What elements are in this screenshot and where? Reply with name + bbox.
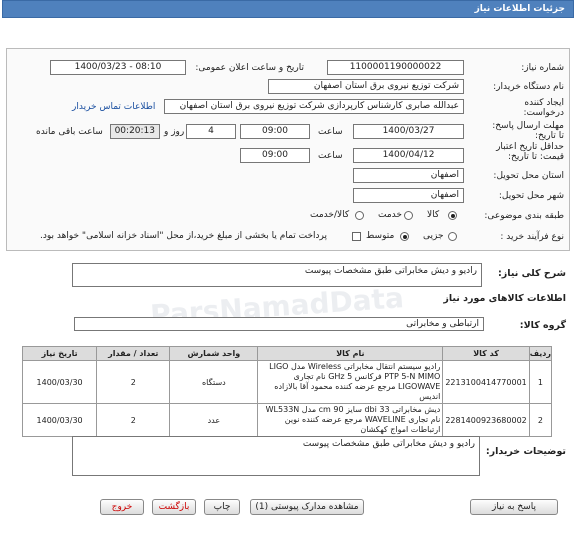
process-option-medium: متوسط [366, 231, 395, 241]
goods-section-title: اطلاعات کالاهای مورد نیاز [443, 293, 566, 304]
announce-date-label: تاریخ و ساعت اعلان عمومی: [195, 63, 304, 73]
treasury-payment-note: پرداخت تمام یا بخشی از مبلغ خرید،از محل "اسناد خزانه اسلامی" خواهد بود. [40, 231, 328, 241]
validity-time-field: 09:00 [240, 148, 310, 163]
reply-date-field: 1400/03/27 [353, 124, 464, 139]
reply-deadline-label: مهلت ارسال پاسخ: تا تاریخ: [492, 121, 564, 141]
cell-name: رادیو سیستم انتقال مخابراتی Wireless مدل LIGO PTP 5-N MIMO فرکانس 5 GHz نام تجاری LIGOWAVE مرجع عرضه کننده محمود آقا بالازاده اندیس [258, 361, 443, 404]
cell-code: 2213100414770001 [443, 361, 529, 404]
category-radio-goods[interactable] [448, 211, 457, 220]
cell-qty: 2 [97, 361, 170, 404]
remaining-time-field: 00:20:13 [110, 124, 160, 139]
col-name-header: نام کالا [258, 347, 443, 361]
watermark: ParsNamadData [149, 281, 405, 332]
creator-field: عبدالله صابری کارشناس کارپردازی شرکت توزیع نیروی برق استان اصفهان [164, 99, 464, 114]
cell-row: 1 [529, 361, 551, 404]
page-title: جزئیات اطلاعات نیاز [474, 4, 565, 14]
back-button[interactable]: بازگشت [152, 499, 196, 515]
category-radio-goods-service[interactable] [355, 211, 364, 220]
reply-time-label: ساعت [318, 127, 343, 137]
days-field: 4 [186, 124, 236, 139]
city-field: اصفهان [353, 188, 464, 203]
reply-button[interactable]: پاسخ به نیاز [470, 499, 558, 515]
category-label: طبقه بندی موضوعی: [484, 211, 564, 221]
col-row-header: ردیف [529, 347, 551, 361]
process-radio-medium[interactable] [400, 232, 409, 241]
buyer-org-label: نام دستگاه خریدار: [493, 82, 564, 92]
process-option-minor: جزیی [423, 231, 444, 241]
reply-time-field: 09:00 [240, 124, 310, 139]
col-code-header: کد کالا [443, 347, 529, 361]
city-label: شهر محل تحویل: [498, 191, 564, 201]
province-field: اصفهان [353, 168, 464, 183]
category-option-goods: کالا [427, 210, 440, 220]
col-unit-header: واحد شمارش [170, 347, 258, 361]
cell-unit: دستگاه [170, 361, 258, 404]
process-radio-minor[interactable] [448, 232, 457, 241]
cell-unit: عدد [170, 404, 258, 437]
table-header-row [23, 347, 552, 361]
col-date-header: تاریخ نیاز [23, 347, 97, 361]
goods-group-field: ارتباطی و مخابراتی [74, 317, 484, 331]
general-desc-field: رادیو و دیش مخابراتی طبق مشخصات پیوست [72, 263, 482, 287]
page-header [2, 0, 574, 18]
province-label: استان محل تحویل: [493, 171, 564, 181]
category-option-service: خدمت [378, 210, 402, 220]
cell-code: 2281400923680002 [443, 404, 529, 437]
cell-date: 1400/03/30 [23, 404, 97, 437]
buyer-contact-link[interactable]: اطلاعات تماس خریدار [72, 102, 156, 112]
validity-date-field: 1400/04/12 [353, 148, 464, 163]
buyer-org-field: شرکت توزیع نیروی برق استان اصفهان [268, 79, 464, 94]
goods-group-label: گروه کالا: [519, 320, 566, 331]
validity-label: حداقل تاریخ اعتبار قیمت: تا تاریخ: [496, 142, 564, 162]
treasury-payment-checkbox[interactable] [352, 232, 361, 241]
validity-time-label: ساعت [318, 151, 343, 161]
remaining-time-label: ساعت باقی مانده [36, 127, 103, 137]
cell-date: 1400/03/30 [23, 361, 97, 404]
print-button[interactable]: چاپ [204, 499, 240, 515]
cell-row: 2 [529, 404, 551, 437]
goods-table [22, 346, 552, 437]
col-qty-header: تعداد / مقدار [97, 347, 170, 361]
general-desc-label: شرح کلی نیاز: [497, 268, 566, 279]
announce-date-field: 1400/03/23 - 08:10 [50, 60, 186, 75]
cell-qty: 2 [97, 404, 170, 437]
buyer-notes-label: توضیحات خریدار: [485, 446, 566, 457]
need-number-field: 1100001190000022 [327, 60, 464, 75]
creator-label: ایجاد کننده درخواست: [523, 98, 564, 118]
category-radio-service[interactable] [404, 211, 413, 220]
table-row[interactable] [23, 404, 552, 437]
buyer-notes-field: رادیو و دیش مخابراتی طبق مشخصات پیوست [72, 436, 480, 476]
view-attachments-button[interactable]: مشاهده مدارک پیوستی (1) [250, 499, 364, 515]
need-number-label: شماره نیاز: [521, 63, 564, 73]
category-option-goods-service: کالا/خدمت [310, 210, 350, 220]
table-row[interactable] [23, 361, 552, 404]
process-type-label: نوع فرآیند خرید : [500, 232, 564, 242]
cell-name: دیش مخابراتی 33 dbi سایز 90 cm مدل WL533N نام تجاری WAVELINE مرجع عرضه کننده نوین ارتباطات امواج کهکشان [258, 404, 443, 437]
exit-button[interactable]: خروج [100, 499, 144, 515]
days-label: روز و [164, 127, 185, 137]
